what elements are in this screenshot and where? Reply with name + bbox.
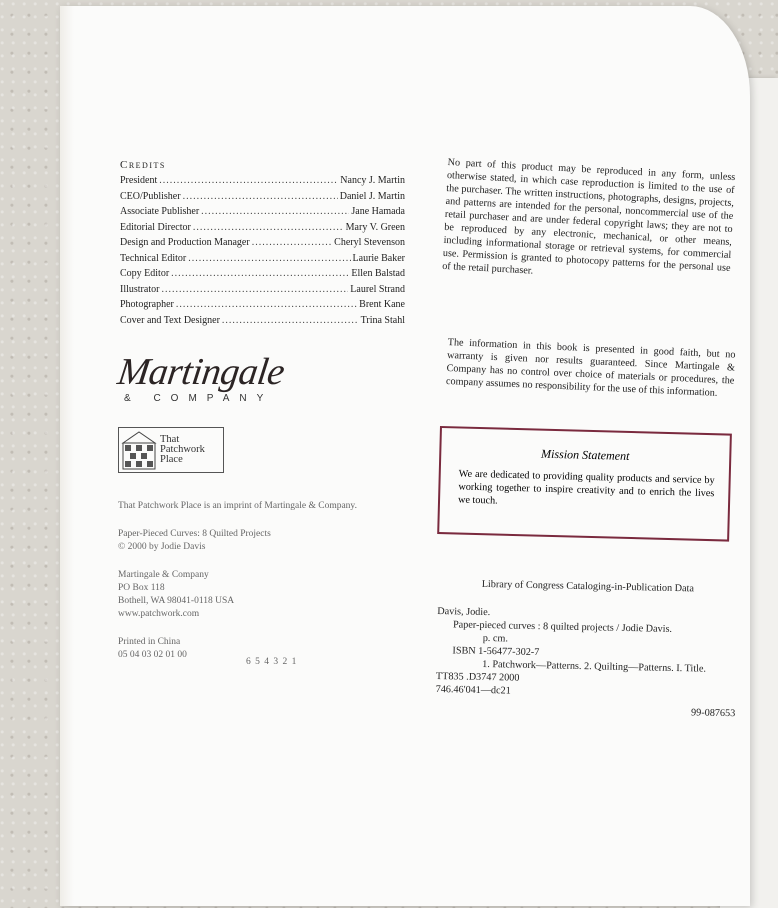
credit-row (120, 189, 405, 205)
credit-name: Daniel J. Martin (339, 190, 405, 202)
website-text: www.patchwork.com (118, 609, 200, 619)
credit-row (120, 204, 405, 220)
credit-row (120, 266, 405, 282)
credit-name: Mary V. Green (345, 221, 405, 233)
book-copyright: © 2000 by Jodie Davis (118, 542, 206, 552)
rights-paragraph: No part of this product may be reproduced in any form, unless otherwise stated, in which case reproduction is limited to the use of the purchaser. The written instructions, photographs, designs, projects, and patterns are intended for the personal, noncommercial use of the retail purchaser and are under federal copyright laws; they are not to be reproduced by any electronic, mechanical, or other means, including informational storage or retrieval systems, for commercial use. Permission is granted to photocopy patterns for the personal use of the retail purchaser. (441, 156, 736, 277)
credit-leader-dots (183, 189, 338, 205)
credit-name: Ellen Balstad (351, 268, 405, 279)
mission-title: Mission Statement (540, 446, 630, 463)
legal-section (441, 156, 736, 399)
book-info (118, 528, 271, 554)
book-page (60, 6, 750, 906)
credit-role: Copy Editor (120, 268, 170, 279)
credit-name: Cheryl Stevenson (334, 237, 405, 248)
credit-name: Laurie Baker (352, 252, 405, 264)
publisher-address: Martingale & Company PO Box 118 Bothell, WA 98041-0118 USA www.patchwork.com (118, 570, 235, 619)
credit-name: Brent Kane (359, 299, 405, 310)
credit-leader-dots (252, 235, 332, 251)
credit-leader-dots (222, 313, 359, 329)
credit-leader-dots (193, 220, 344, 236)
mission-statement-box (437, 426, 732, 542)
credits-list (120, 173, 405, 328)
credit-name: Nancy J. Martin (340, 175, 405, 186)
print-run: 6 5 4 3 2 1 (246, 657, 298, 667)
credit-role: Illustrator (120, 283, 160, 295)
credit-role: Editorial Director (120, 221, 191, 233)
credits-title: Credits (120, 159, 166, 171)
credit-leader-dots (188, 251, 350, 267)
cip-data: Library of Congress Cataloging-in-Publication Data Davis, Jodie. Paper-pieced curves : 8 quilted projects / Jodie Davis. p. cm. ISBN 1-56477-302-7 1. Patchwork—Patterns. 2. Quilting—Patterns. I. Title. TT835 .D3747 2000 746.46'041—dc21 99-087653 (435, 578, 738, 719)
credit-leader-dots (176, 297, 357, 313)
credit-role: Associate Publisher (120, 206, 200, 217)
mission-text: We are dedicated to providing quality products and service by working together to inspire creativity and to enrich the lives we touch. (457, 468, 715, 507)
credit-leader-dots (171, 266, 349, 282)
that-patchwork-place-logo (118, 427, 224, 473)
credit-role: Cover and Text Designer (120, 314, 220, 326)
credit-role: Technical Editor (120, 252, 187, 264)
credit-role: Photographer (120, 299, 174, 310)
credit-row (120, 220, 405, 236)
logo-name: Martingale (115, 351, 287, 393)
credit-leader-dots (201, 204, 349, 220)
cip-title: Library of Congress Cataloging-in-Publication Data (481, 578, 695, 595)
cip-number: 99-087653 (690, 707, 736, 720)
book-title: Paper-Pieced Curves: 8 Quilted Projects (118, 529, 271, 539)
credit-leader-dots (159, 173, 338, 189)
logo-company: & COMPANY (124, 393, 274, 404)
tpp-logo-text: That Patchwork Place (160, 434, 205, 465)
credit-row (120, 235, 405, 251)
credit-role: Design and Production Manager (120, 237, 250, 248)
credit-name: Laurel Strand (350, 283, 405, 295)
credit-name: Trina Stahl (360, 314, 405, 326)
credit-row (120, 313, 405, 329)
credit-row (120, 297, 405, 313)
disclaimer-paragraph: The information in this book is presented in good faith, but no warranty is given nor results guaranteed. Since Martingale & Company has no control over choice of materials or procedures, the company assumes no responsibility for the use of this information. (445, 336, 736, 399)
martingale-logo (115, 351, 318, 411)
credits-section (120, 159, 405, 328)
imprint-line: That Patchwork Place is an imprint of Martingale & Company. (118, 501, 357, 511)
printed-info: Printed in China 05 04 03 02 01 00 (118, 637, 187, 660)
credit-row (120, 251, 405, 267)
credit-name: Jane Hamada (351, 206, 405, 217)
credit-row (120, 282, 405, 298)
quilt-house-icon (120, 429, 158, 471)
credit-leader-dots (161, 282, 348, 298)
credit-row (120, 173, 405, 189)
credit-role: President (120, 175, 158, 186)
credit-role: CEO/Publisher (120, 190, 181, 202)
